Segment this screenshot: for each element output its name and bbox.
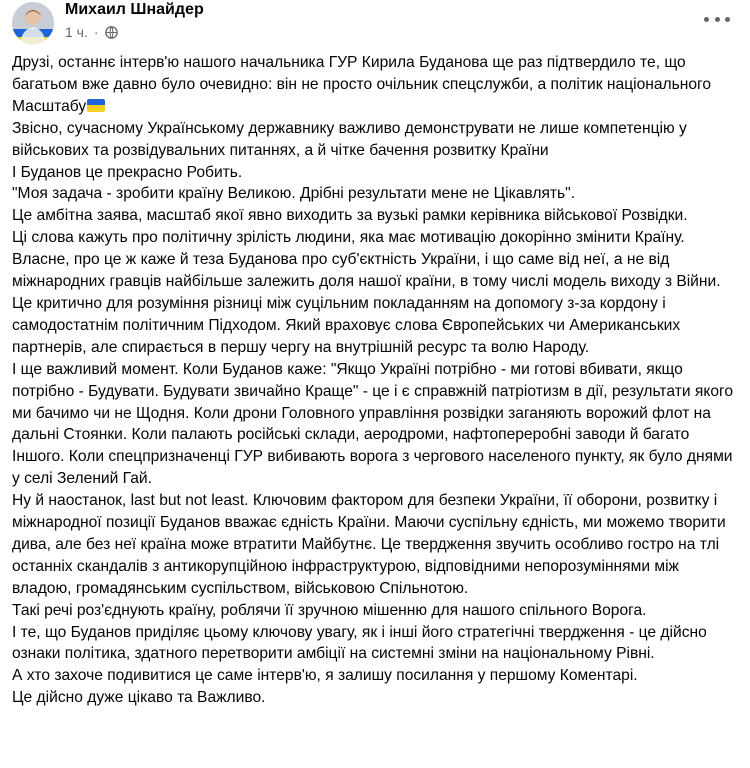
ukraine-flag-icon [87,99,105,112]
post-body [12,52,742,709]
post-meta [65,24,118,40]
post-paragraph: Ці слова кажуть про політичну зрілість людини, яка має мотивацію докорінно змінити Країну. [12,229,685,247]
post-paragraph: Друзі, останнє інтерв'ю нашого начальника ГУР Кирила Буданова ще раз підтвердило те, що багатьом вже давно було очевидно: він не просто очільник спецслужби, а політик національного Масштабу [12,54,712,115]
post-paragraph: Це дійсно дуже цікаво та Важливо. [12,689,266,707]
post-paragraph: "Моя задача - зробити країну Великою. Дрібні результати мене не Цікавлять". [12,185,576,203]
post-paragraph: Це амбітна заява, масштаб якої явно виходить за вузькі рамки керівника військової Розвідки. [12,207,688,225]
author-name[interactable]: Михаил Шнайдер [65,1,204,18]
meta-separator: · [93,24,99,40]
avatar[interactable] [12,2,54,44]
avatar-photo [12,2,54,44]
globe-icon[interactable] [105,26,118,39]
post-paragraph: Ну й наостанок, last but not least. Ключовим фактором для безпеки України, її оборони, розвитку і міжнародної позиції Буданов вважає єдність Країни. Маючи суспільну єдність, ми можемо творити дива, але без неї країна може втратити Майбутнє. Це твердження звучить особливо гостро на тлі останніх скандалів з антикорупційною інфраструктурою, відповідними непорозуміннями між владою, громадянським суспільством, військовою Спільнотою. [12,492,726,597]
post-time[interactable]: 1 ч. [65,24,88,40]
post-paragraph: А хто захоче подивитися це саме інтерв'ю, я залишу посилання у першому Коментарі. [12,667,638,685]
post-paragraph: Власне, про це ж каже й теза Буданова про суб'єктність України, і що саме від неї, а не від міжнародних гравців найбільше залежить доля нашої країни, в тому числі модель виходу з Війни. [12,251,721,291]
post-header [12,0,738,46]
post-paragraph: І ще важливий момент. Коли Буданов каже: "Якщо Україні потрібно - ми готові вбивати, якщо потрібно - Будувати. Будувати звичайно Краще" - це і є справжній патріотизм в дії, результати якого ми бачимо чи не Щодня. Коли дрони Головного управління розвідки заганяють ворожий флот на дальні Стоянки. Коли палають російські склади, аеродроми, нафтопереробні заводи й багато Іншого. Коли спецпризначенці ГУР вибивають ворога з чергового населеного пункту, як було днями у селі Зелений Гай. [12,360,734,488]
post-paragraph: Звісно, сучасному Українському державнику важливо демонструвати не лише компетенцію у військових та розвідувальних питаннях, а й чітке бачення розвитку Країни [12,119,687,159]
more-options-icon[interactable] [704,10,730,28]
post-paragraph: І Буданов це прекрасно Робить. [12,163,243,181]
post-paragraph: Це критично для розуміння різниці між суцільним покладанням на допомогу з-за кордону і самодостатнім політичним Підходом. Який враховує слова Європейських чи Американських партнерів, але спирається в першу чергу на внутрішній ресурс та волю Народу. [12,294,681,356]
post-paragraph: І те, що Буданов приділяє цьому ключову увагу, як і інші його стратегічні твердження - це дійсно ознаки політика, здатного перетворити амбіції на системні зміни на національному Рівні. [12,623,707,663]
post-paragraph: Такі речі роз'єднують країну, роблячи її зручною мішенню для нашого спільного Ворога. [12,601,647,619]
